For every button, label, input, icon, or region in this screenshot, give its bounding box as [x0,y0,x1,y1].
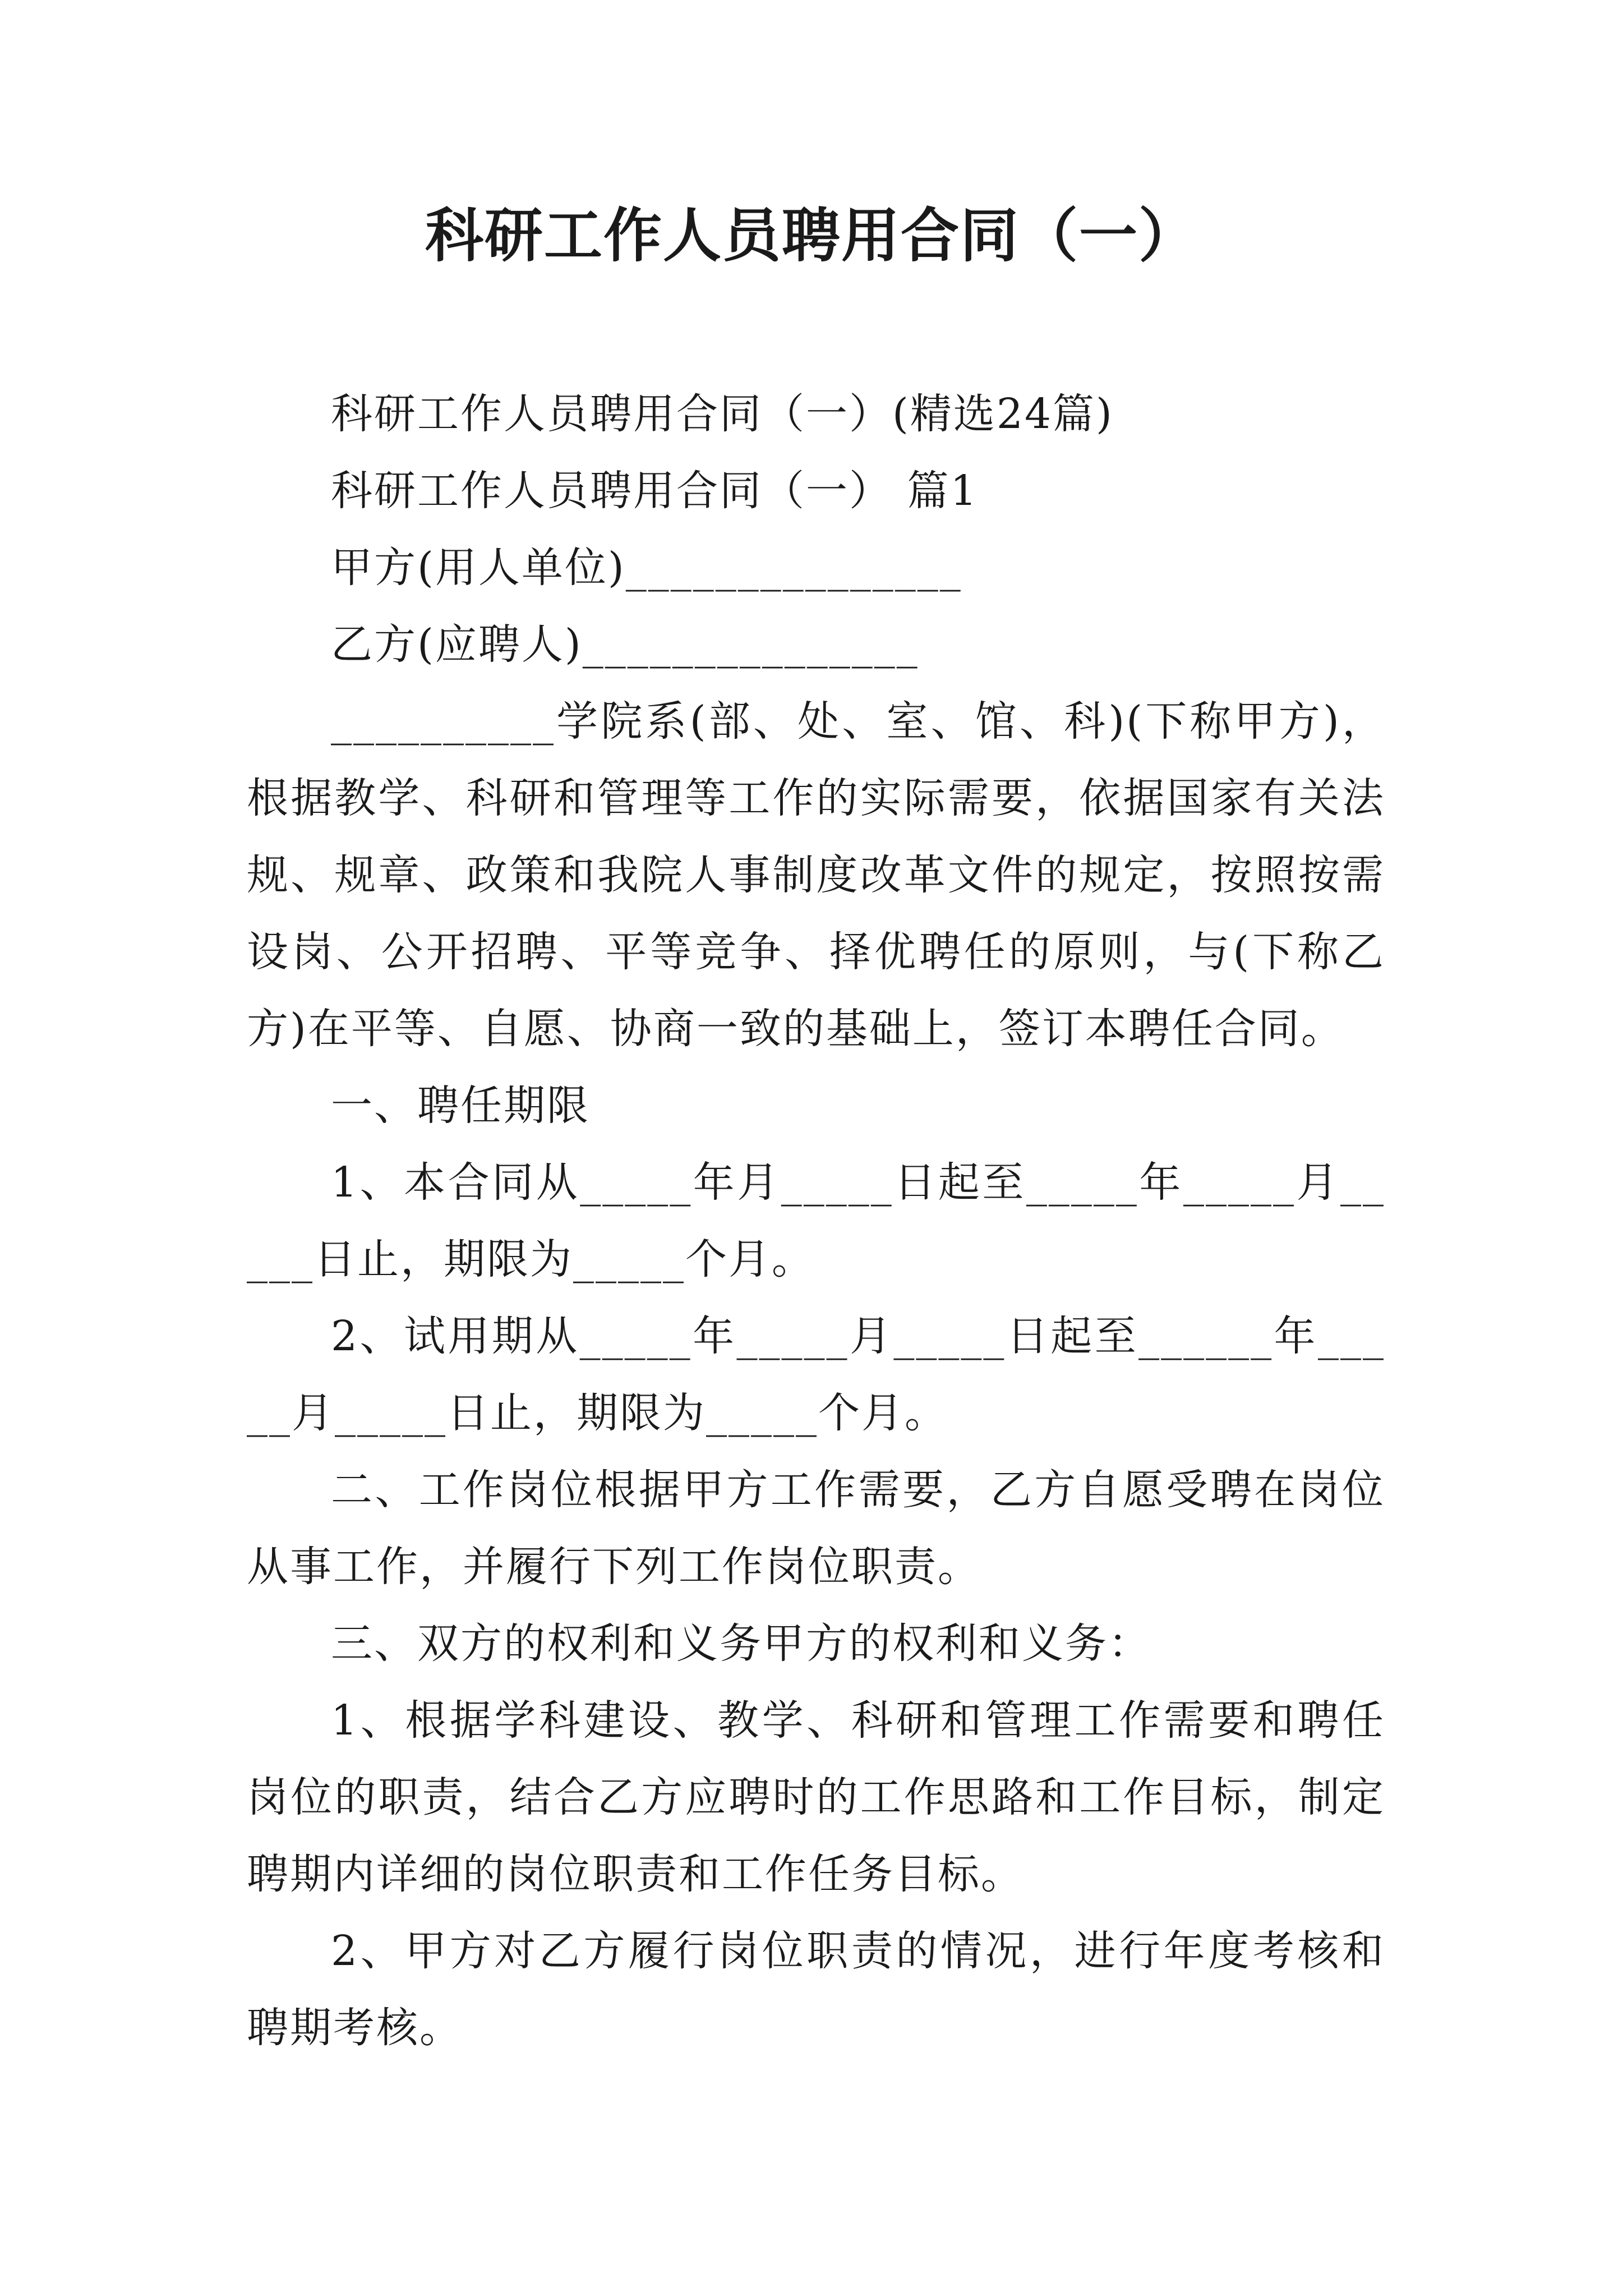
paragraph-section-heading: 科研工作人员聘用合同（一） 篇1 [331,467,979,515]
paragraph-preamble: __________学院系(部、处、室、馆、科)(下称甲方)，根据教学、科研和管理等工作的实际需要，依据国家有关法规、规章、政策和我院人事制度改革文件的规定，按照按需设岗、公开招聘、平等竞争、择优聘任的原则，与(下称乙方)在平等、自愿、协商一致的基础上，签订本聘任合同。 [247,697,1385,1053]
paragraph-party-b: 乙方(应聘人)_______________ [331,620,919,669]
paragraph-subtitle: 科研工作人员聘用合同（一）(精选24篇) [331,390,1114,438]
paragraph-party-a: 甲方(用人单位)_______________ [331,544,962,592]
paragraph-heading-rights: 三、双方的权利和义务甲方的权利和义务： [331,1619,1151,1668]
paragraph-heading-position: 二、工作岗位根据甲方工作需要，乙方自愿受聘在岗位从事工作，并履行下列工作岗位职责。 [247,1466,1385,1591]
paragraph-term-1: 1、本合同从_____年月_____日起至_____年_____月_____日止，期限为_____个月。 [247,1158,1385,1283]
paragraph-heading-term: 一、聘任期限 [331,1082,590,1130]
paragraph-rights-1: 1、根据学科建设、教学、科研和管理工作需要和聘任岗位的职责，结合乙方应聘时的工作思路和工作目标，制定聘期内详细的岗位职责和工作任务目标。 [247,1696,1385,1898]
paragraph-term-2: 2、试用期从_____年_____月_____日起至______年_____月_____日止，期限为_____个月。 [247,1312,1385,1437]
paragraph-rights-2: 2、甲方对乙方履行岗位职责的情况，进行年度考核和聘期考核。 [247,1927,1385,2052]
document-body [247,376,1385,2067]
document-title: 科研工作人员聘用合同（一） [425,201,1198,270]
